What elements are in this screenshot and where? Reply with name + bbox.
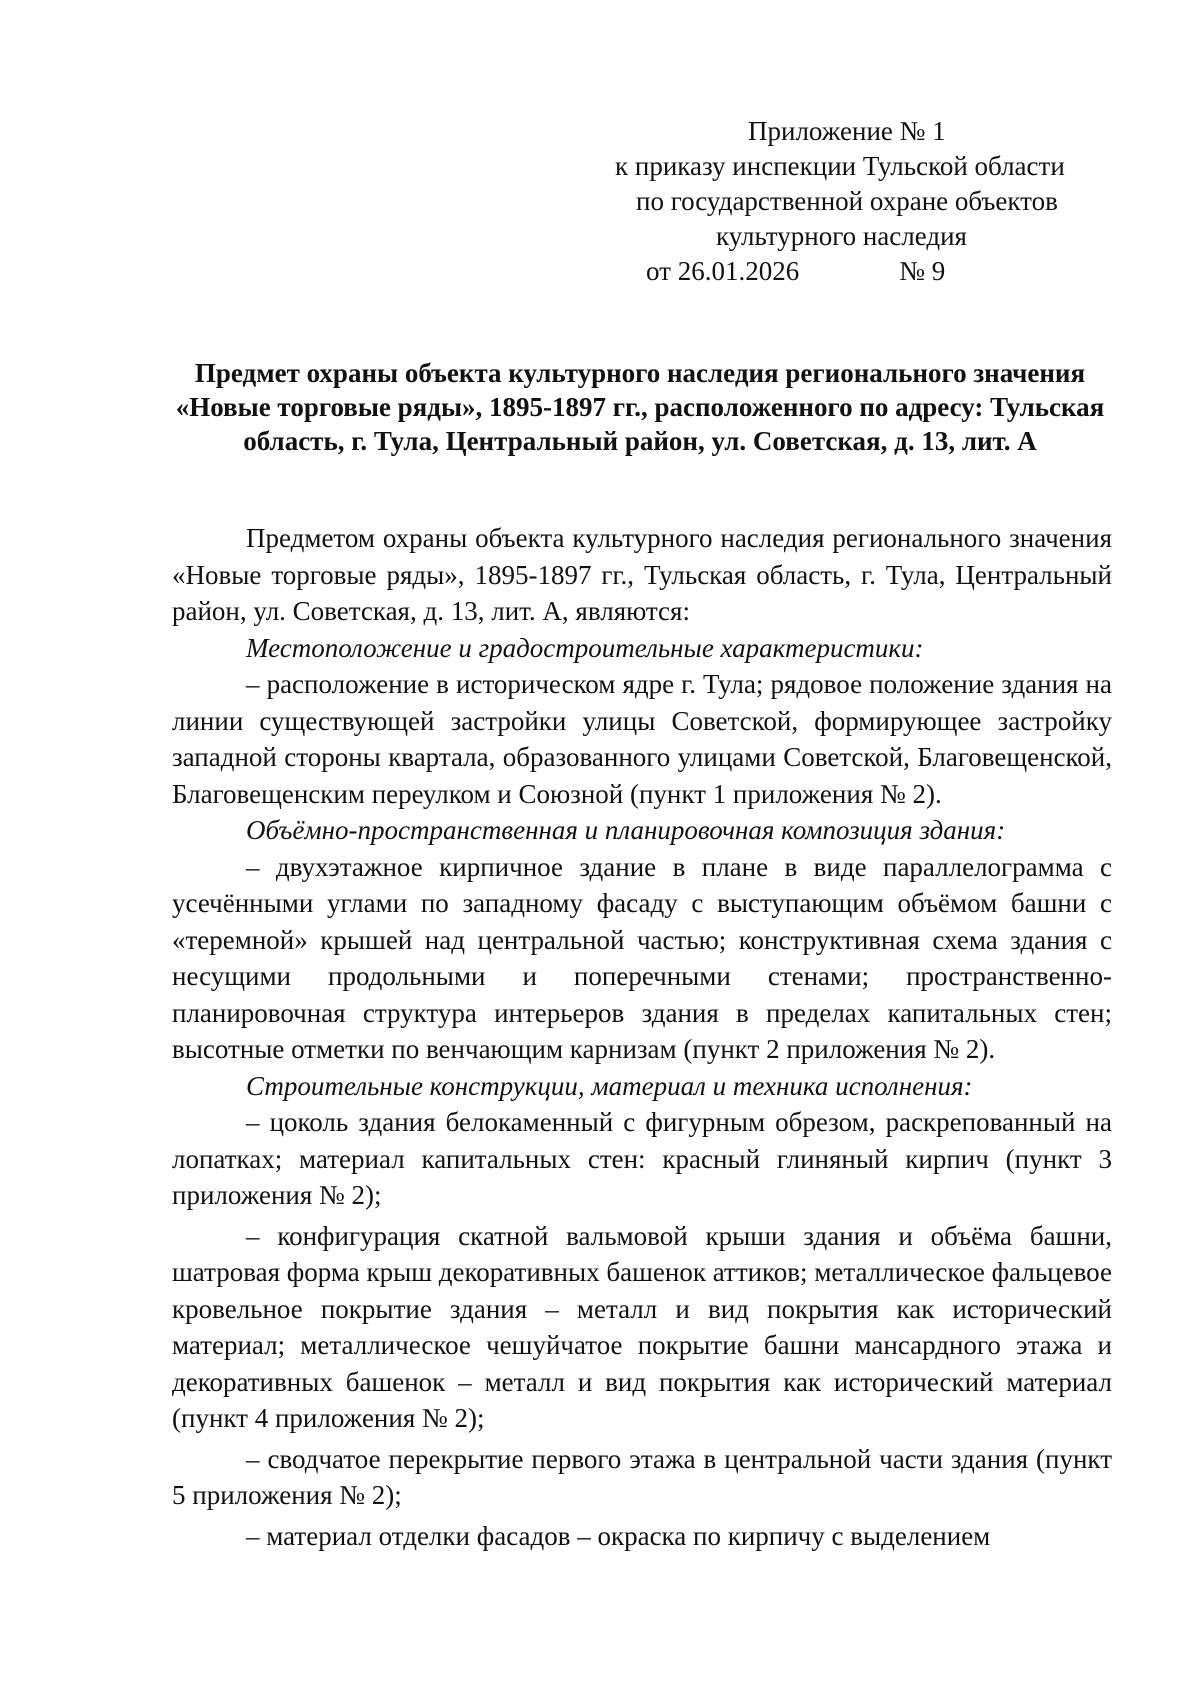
document-title: Предмет охраны объекта культурного наследия регионального значения «Новые торговые ряды», 1895-1897 гг., расположенного по адресу: Тульская область, г. Тула, Центральный район, ул. Советская, д. 13, лит. А [175,358,1105,456]
section-heading-composition: Объёмно-пространственная и планировочная композиция здания: [246,815,1006,845]
appendix-order-reference: к приказу инспекции Тульской области [615,151,1065,181]
order-number: № 9 [899,256,946,286]
list-item: – конфигурация скатной вальмовой крыши здания и объёма башни, шатровая форма крыш декоративных башенок аттиков; металлическое фальцевое кровельное покрытие здания – металл и вид покрытия как исторический материал; металлическое чешуйчатое покрытие башни мансардного этажа и декоративных башенок – металл и вид покрытия как исторический материал (пункт 4 приложения № 2); [172,1220,1112,1433]
list-item: – цоколь здания белокаменный с фигурным обрезом, раскрепованный на лопатках; материал капитальных стен: красный глиняный кирпич (пункт 3 приложения № 2); [172,1107,1112,1210]
order-date: от 26.01.2026 [646,256,800,286]
section-heading-location: Местоположение и градостроительные характеристики: [246,632,924,663]
section-heading-construction: Строительные конструкции, материал и техника исполнения: [246,1070,973,1101]
appendix-header [590,114,1110,289]
appendix-authority: по государственной охране объектов [636,186,1058,216]
list-item: – расположение в историческом ядре г. Тула; рядовое положение здания на линии существующей застройки улицы Советской, формирующее застройку западной стороны квартала, образованного улицами Советской, Благовещенской, Благовещенским переулком и Союзной (пункт 1 приложения № 2). [172,669,1112,809]
list-item: – двухэтажное кирпичное здание в плане в виде параллелограмма с усечёнными углами по западному фасаду с выступающим объёмом башни с «теремной» крышей над центральной частью; конструктивная схема здания с несущими продольными и поперечными стенами; пространственно-планировочная структура интерьеров здания в пределах капитальных стен; высотные отметки по венчающим карнизам (пункт 2 приложения № 2). [172,851,1112,1064]
appendix-authority-end: культурного наследия [716,221,967,251]
list-item: – материал отделки фасадов – окраска по кирпичу с выделением [246,1520,991,1551]
appendix-number: Приложение № 1 [748,116,946,146]
document-body [172,520,1112,1554]
intro-paragraph: Предметом охраны объекта культурного наследия регионального значения «Новые торговые ряды», 1895-1897 гг., Тульская область, г. Тула, Центральный район, ул. Советская, д. 13, лит. А, являются: [172,523,1112,626]
list-item: – сводчатое перекрытие первого этажа в центральной части здания (пункт 5 приложения № 2); [172,1443,1112,1510]
order-date-line [590,254,1110,289]
